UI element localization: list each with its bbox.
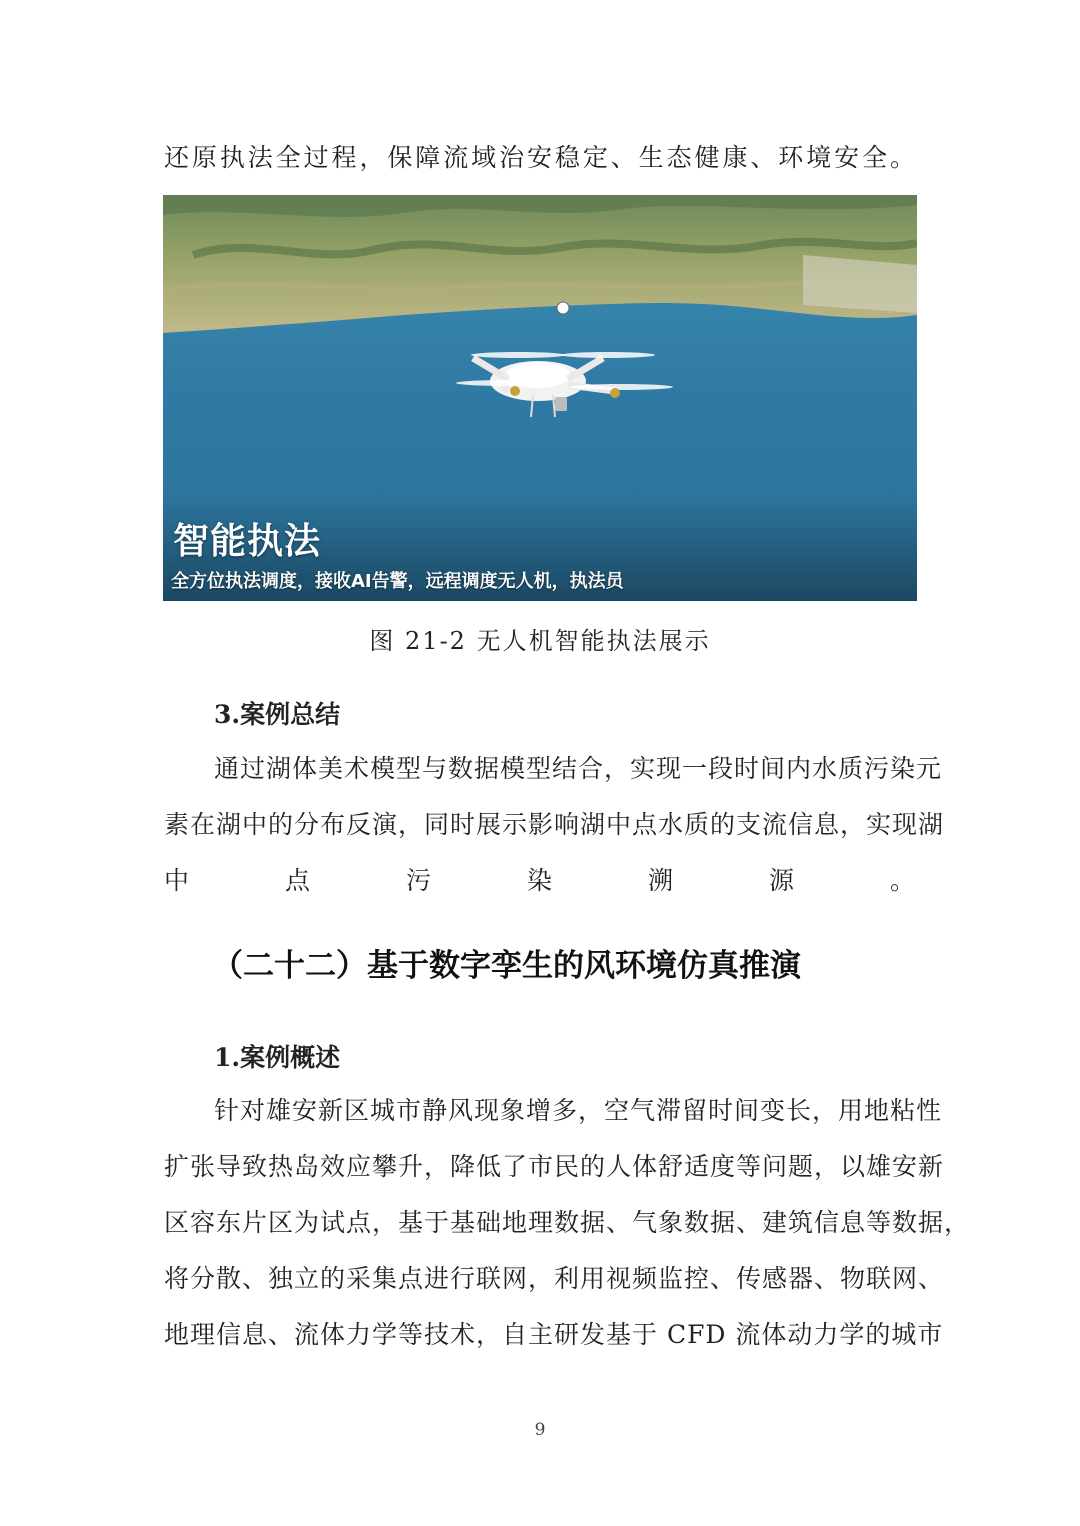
- summary-paragraph: [164, 741, 945, 909]
- summary-line: 通过湖体美术模型与数据模型结合，实现一段时间内水质污染元: [214, 754, 943, 783]
- page-number: 9: [534, 1420, 546, 1440]
- intro-paragraph: [164, 130, 916, 186]
- overview-line: 将分散、独立的采集点进行联网，利用视频监控、传感器、物联网、: [164, 1264, 945, 1293]
- summary-line: 中点污染溯源。: [164, 866, 916, 895]
- summary-heading: 3.案例总结: [214, 700, 341, 729]
- figure-overlay-subtitle: 全方位执法调度，接收AI告警，远程调度无人机，执法员: [171, 571, 624, 592]
- drone-enforcement-figure: [163, 195, 917, 601]
- overview-line: 针对雄安新区城市静风现象增多，空气滞留时间变长，用地粘性: [214, 1096, 943, 1125]
- overview-line: 区容东片区为试点，基于基础地理数据、气象数据、建筑信息等数据，: [164, 1208, 971, 1237]
- overview-line: 地理信息、流体力学等技术，自主研发基于 CFD 流体动力学的城市: [164, 1320, 944, 1349]
- figure-overlay-title: 智能执法: [173, 521, 322, 562]
- intro-line: 还原执法全过程，保障流域治安稳定、生态健康、环境安全。: [164, 143, 916, 172]
- section-title: （二十二）基于数字孪生的风环境仿真推演: [212, 948, 801, 984]
- overview-line: 扩张导致热岛效应攀升，降低了市民的人体舒适度等问题，以雄安新: [164, 1152, 945, 1181]
- overview-paragraph: [164, 1083, 971, 1363]
- summary-line: 素在湖中的分布反演，同时展示影响湖中点水质的支流信息，实现湖: [164, 810, 945, 839]
- overview-heading: 1.案例概述: [214, 1043, 341, 1072]
- figure-caption: 图 21-2 无人机智能执法展示: [369, 627, 711, 655]
